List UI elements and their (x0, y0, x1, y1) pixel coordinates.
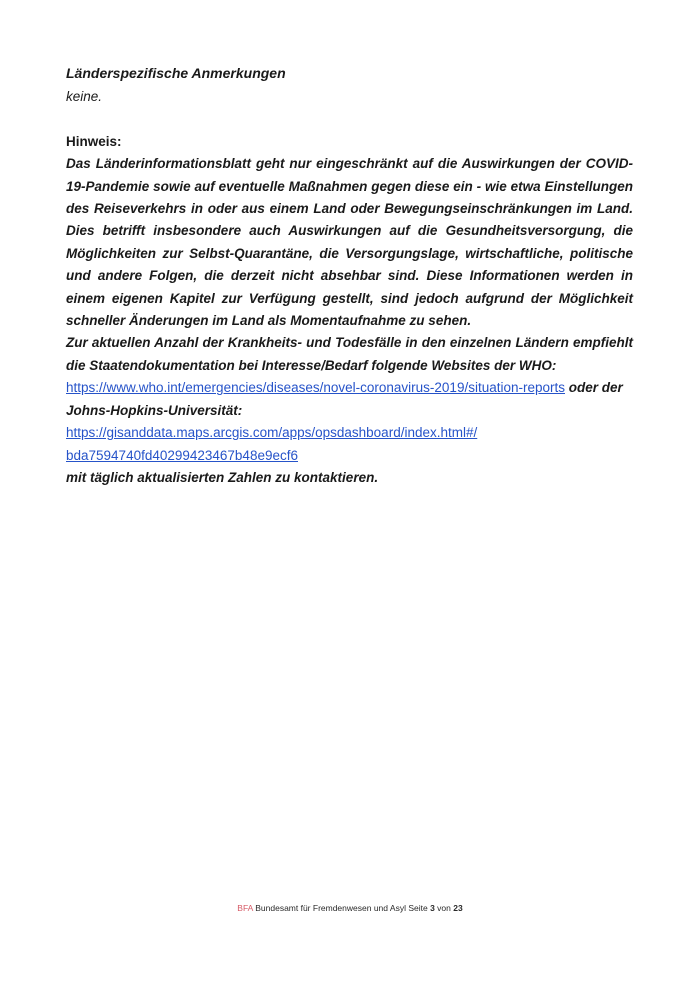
oder-der-text: oder der (565, 380, 623, 396)
footer-org-text: Bundesamt für Fremdenwesen und Asyl Seite (252, 903, 431, 913)
hinweis-label: Hinweis: (66, 133, 122, 149)
footer-page-number: 3 (430, 903, 435, 913)
who-link-line (66, 377, 633, 399)
closing-line: mit täglich aktualisierten Zahlen zu kontaktieren. (66, 469, 379, 485)
johns-hopkins-line: Johns-Hopkins-Universität: (66, 402, 243, 418)
arcgis-dashboard-link-part2[interactable]: bda7594740fd40299423467b48e9ecf6 (66, 447, 298, 463)
bfa-brand-text: BFA (237, 903, 253, 913)
arcgis-link-line-2 (66, 445, 633, 467)
arcgis-link-line-1 (66, 422, 633, 444)
footer-total-pages: 23 (453, 903, 463, 913)
arcgis-dashboard-link-part1[interactable]: https://gisanddata.maps.arcgis.com/apps/opsdashboard/index.html#/ (66, 425, 478, 441)
hinweis-paragraph: Das Länderinformationsblatt geht nur eingeschränkt auf die Auswirkungen der COVID-19-Pandemie sowie auf eventuelle Maßnahmen gegen diese ein - wie etwa Einstellungen des Reiseverkehrs in oder aus einem Land oder Bewegungseinschränkungen im Land. Dies betrifft insbesondere auch Auswirkungen auf die Gesundheitsversorgung, die Möglichkeiten zur Selbst-Quarantäne, die Versorgungslage, wirtschaftliche, politische und andere Folgen, die derzeit nicht absehbar sind. Diese Informationen werden in einem eigenen Kapitel zur Verfügung gestellt, sind jedoch aufgrund der Möglichkeit schneller Änderungen im Land als Momentaufnahme zu sehen. (66, 156, 633, 329)
page-footer (0, 903, 700, 913)
keine-text: keine. (66, 89, 103, 105)
who-situation-reports-link[interactable]: https://www.who.int/emergencies/diseases/novel-coronavirus-2019/situation-reports (66, 380, 565, 396)
document-body (66, 62, 633, 489)
who-intro-paragraph: Zur aktuellen Anzahl der Krankheits- und Todesfälle in den einzelnen Ländern empfiehlt die Staatendokumentation bei Interesse/Bedarf folgende Websites der WHO: (66, 335, 633, 373)
footer-von-text: von (434, 903, 454, 913)
section-heading: Länderspezifische Anmerkungen (66, 65, 286, 81)
